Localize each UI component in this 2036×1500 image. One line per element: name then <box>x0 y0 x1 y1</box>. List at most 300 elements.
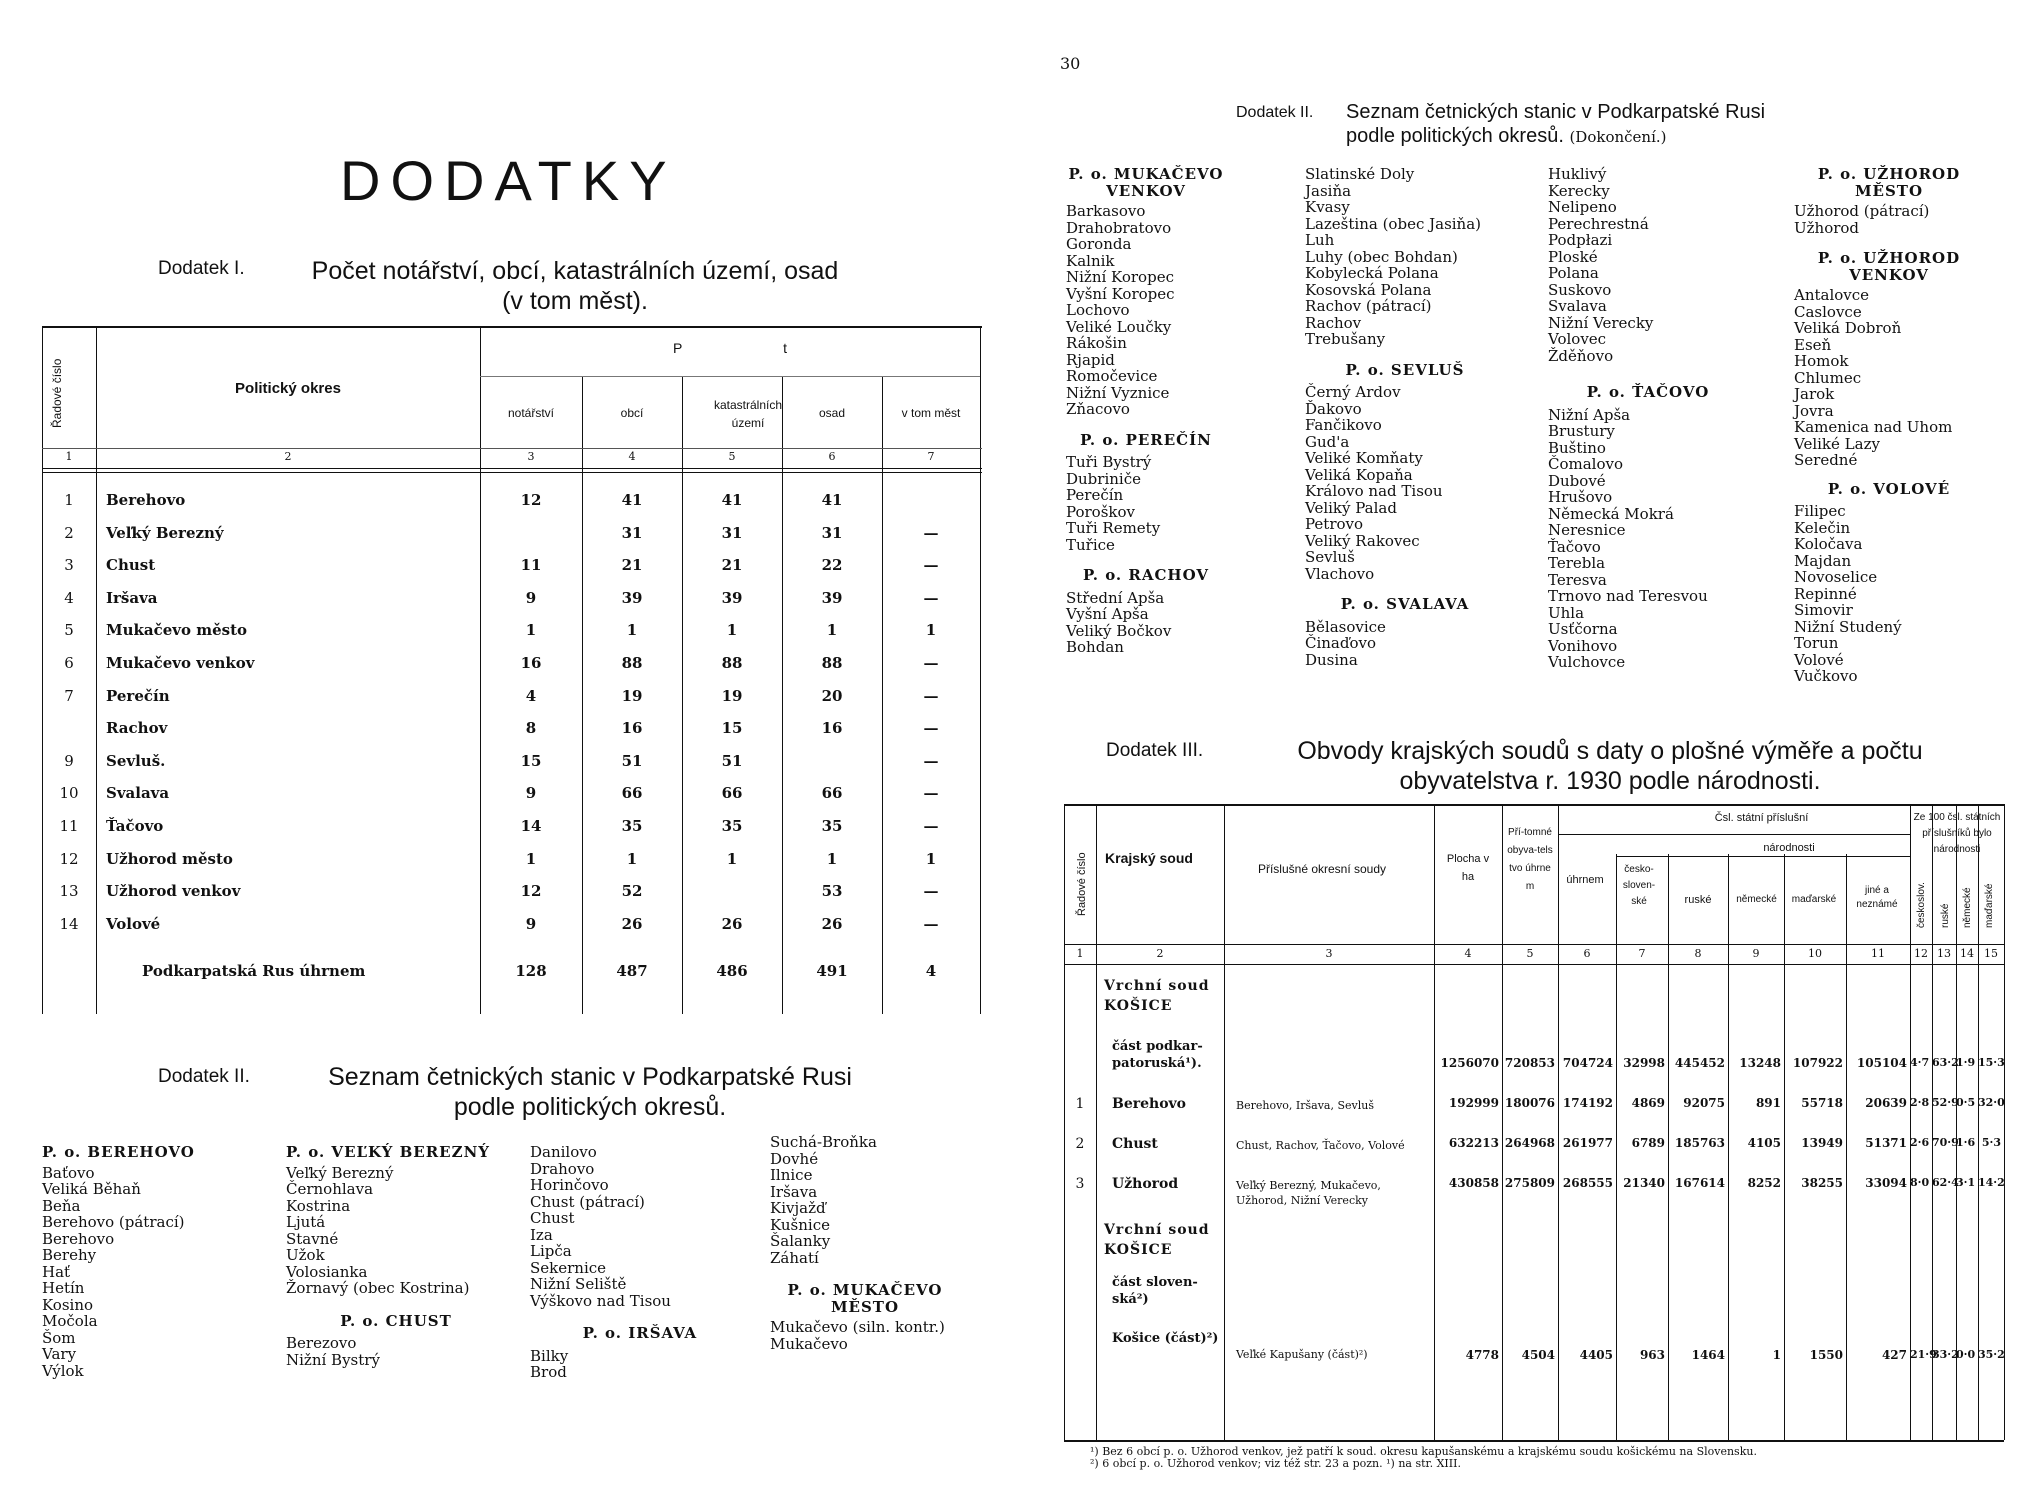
list-item: Královo nad Tisou <box>1305 482 1443 500</box>
value-cell: 445452 <box>1674 1056 1725 1070</box>
list-item: Trebušany <box>1305 330 1386 348</box>
d2-left-heading-line1: Seznam četnických stanic v Podkarpatské Rusi <box>328 1063 852 1091</box>
table-row <box>42 484 982 516</box>
cell-d: 31 <box>821 523 843 542</box>
list-item: Drahobratovo <box>1066 218 1172 237</box>
list-item: Repinné <box>1794 584 1857 603</box>
list-item: Goronda <box>1066 235 1132 253</box>
col-number: 8 <box>1694 947 1702 960</box>
cell-e: — <box>923 686 939 705</box>
cell-a: 4 <box>525 686 537 705</box>
list-chust-cont <box>530 1144 750 1381</box>
list-item: Caslovce <box>1794 302 1862 321</box>
colnum-2: 2 <box>284 450 292 463</box>
list-title: P. o. IRŠAVA <box>582 1324 698 1342</box>
list-item: Simovir <box>1794 601 1853 619</box>
cell-b: 52 <box>621 882 643 901</box>
list-item: Buštino <box>1548 438 1606 457</box>
list-item: Sevluš <box>1305 548 1355 566</box>
cell-d: 88 <box>821 654 843 672</box>
h-cesko: česko-sloven-ské <box>1622 864 1656 907</box>
list-title: P. o. VEĽKÝ BEREZNÝ <box>286 1143 490 1161</box>
table-notarstvi <box>42 326 982 1014</box>
cell-a: 1 <box>525 621 537 640</box>
col-number: 10 <box>1808 947 1822 960</box>
value-cell: 92075 <box>1683 1096 1725 1110</box>
d1-heading-line2: (v tom měst). <box>502 287 648 315</box>
cell-d: 66 <box>821 784 843 803</box>
list-item: Kobylecká Polana <box>1305 264 1439 282</box>
cell-b: 66 <box>621 784 643 803</box>
cell-a: 14 <box>520 817 542 835</box>
list-title: P. o. PEREČÍN <box>1080 430 1212 449</box>
cell-a: 16 <box>520 654 542 672</box>
list-item: Podpłazi <box>1548 231 1613 249</box>
cell-d: 41 <box>821 491 843 509</box>
row-okres: Mukačevo venkov <box>106 654 255 672</box>
list-item: Dovhé <box>770 1149 819 1168</box>
list-item: Perečín <box>1066 486 1124 504</box>
list-item: Nižní Vyznice <box>1066 383 1170 402</box>
row-number: 11 <box>59 817 79 835</box>
list-item: Šom <box>42 1328 76 1347</box>
list-title: P. o. BEREHOVO <box>42 1143 195 1161</box>
list-svalava-cont <box>1548 166 1768 671</box>
cell-e: — <box>923 556 939 575</box>
list-item: Iršava <box>770 1182 818 1201</box>
row-number: 13 <box>59 882 79 901</box>
d1-label: Dodatek I. <box>158 258 245 279</box>
d3-heading-line1: Obvody krajských soudů s daty o plošné výměře a počtu <box>1297 737 1923 765</box>
list-item: Terebla <box>1548 554 1606 572</box>
table-row <box>42 777 982 809</box>
h-plocha: Plocha v ha <box>1446 853 1490 883</box>
footnote-2: ²) 6 obcí p. o. Užhorod venkov; viz též str. 23 a pozn. ¹) na str. XIII. <box>1090 1457 1461 1470</box>
cell-b: 88 <box>621 654 643 672</box>
list-item: Veliké Loučky <box>1066 317 1172 336</box>
cell-b: 16 <box>621 719 643 738</box>
cell-e: — <box>923 588 939 607</box>
cell-a: 9 <box>525 588 537 607</box>
table-row <box>42 680 982 712</box>
total-d: 491 <box>816 962 848 980</box>
value-cell: 8252 <box>1747 1176 1781 1190</box>
row-soud: Chust <box>1112 1136 1158 1152</box>
row-number: 5 <box>64 621 74 640</box>
value-cell: 1·6 <box>1956 1136 1976 1149</box>
list-item: Jovra <box>1794 401 1834 420</box>
vs1: Vrchní soud KOŠICE <box>1104 978 1210 1014</box>
list-item: Jasiňa <box>1305 181 1352 200</box>
list-item: Tuři Bystrý <box>1066 453 1152 471</box>
list-item: Dubriniče <box>1066 469 1141 488</box>
table-row <box>42 549 982 581</box>
table-row <box>42 582 982 614</box>
cell-b: 19 <box>621 686 643 705</box>
list-title: P. o. ŤAČOVO <box>1586 383 1710 401</box>
list-item: Chlumec <box>1794 368 1862 387</box>
row-number: 2 <box>64 523 74 542</box>
list-item: Užhorod (pátrací) <box>1794 202 1930 220</box>
list-item: Veliké Komňaty <box>1305 449 1423 467</box>
h-p-ne: německé <box>1962 887 1973 928</box>
list-item: Iza <box>530 1225 553 1244</box>
value-cell: 38255 <box>1801 1176 1843 1190</box>
cell-e: — <box>923 914 939 933</box>
h-uhrnem: úhrnem <box>1566 874 1604 886</box>
list-berehovo <box>42 1144 242 1379</box>
cell-e: 1 <box>925 621 937 640</box>
list-item: Činaďovo <box>1305 634 1377 652</box>
col-number: 4 <box>1464 947 1472 960</box>
list-item: Uhla <box>1548 603 1585 622</box>
row-number: 12 <box>59 849 79 868</box>
cell-b: 35 <box>621 817 643 835</box>
cell-d: 16 <box>821 719 843 738</box>
cell-e: — <box>923 523 939 542</box>
list-item: Vulchovce <box>1548 653 1626 671</box>
value-cell: 8·0 <box>1910 1176 1930 1189</box>
cell-e: — <box>923 882 939 901</box>
list-item: Veliký Bočkov <box>1066 621 1172 640</box>
cell-d: 22 <box>821 556 843 575</box>
value-cell: 4504 <box>1521 1348 1555 1362</box>
value-cell: 33094 <box>1865 1176 1907 1190</box>
list-item: Petrovo <box>1305 515 1364 533</box>
value-cell: 62·4 <box>1932 1176 1959 1189</box>
col-osad: osad <box>818 406 846 420</box>
list-item: Užhorod <box>1794 218 1860 237</box>
list-item: Vlachovo <box>1305 564 1375 583</box>
h-csl: Čsl. státní příslušní <box>1714 812 1809 824</box>
d3-label: Dodatek III. <box>1106 740 1204 761</box>
value-cell: 107922 <box>1792 1056 1843 1070</box>
list-title: P. o. MUKAČEVO VENKOV <box>1068 165 1224 200</box>
list-title: P. o. CHUST <box>340 1311 452 1330</box>
table-row <box>42 647 982 679</box>
d2-cont: (Dokončení.) <box>1569 128 1667 146</box>
list-item: Močola <box>42 1312 98 1330</box>
list-item: Mukačevo (siln. kontr.) <box>770 1318 945 1336</box>
part1: část podkar-patoruská¹). <box>1112 1039 1203 1071</box>
table-row <box>42 810 982 842</box>
h-rad: Řadové číslo <box>1076 852 1088 916</box>
value-cell: 174192 <box>1562 1096 1613 1110</box>
list-item: Nižní Studený <box>1794 617 1902 636</box>
value-cell: 14·2 <box>1978 1176 2005 1189</box>
cell-c: 1 <box>726 621 738 640</box>
value-cell: 55718 <box>1801 1096 1843 1110</box>
value-cell: 33·2 <box>1932 1348 1959 1361</box>
h-okresni: Příslušné okresní soudy <box>1257 862 1387 876</box>
col-katastr: katastrálních území <box>713 398 783 430</box>
value-cell: 0·5 <box>1956 1096 1976 1109</box>
colnum-3: 3 <box>527 450 535 463</box>
list-item: Mukačevo <box>770 1334 848 1353</box>
cell-c: 41 <box>721 491 743 509</box>
cell-c: 1 <box>726 849 738 868</box>
value-cell: 35·2 <box>1978 1348 2005 1361</box>
cell-d: 35 <box>821 817 843 835</box>
list-item: Nelipeno <box>1548 198 1617 216</box>
d2-left-heading <box>280 1062 900 1122</box>
col-mest: v tom měst <box>901 406 961 420</box>
list-item: Vučkovo <box>1794 667 1858 685</box>
list-item: Veliká Dobroň <box>1794 319 1902 337</box>
list-item: Veliký Palad <box>1305 498 1397 517</box>
value-cell: 21340 <box>1623 1176 1665 1190</box>
value-cell: 13248 <box>1739 1056 1781 1070</box>
list-item: Nižní Seliště <box>530 1275 627 1293</box>
row-number: 9 <box>64 751 74 770</box>
list-item: Chust (pátrací) <box>530 1192 645 1211</box>
value-cell: 13949 <box>1801 1136 1843 1150</box>
h-p-ru: ruské <box>1940 903 1951 928</box>
value-cell: 4·7 <box>1910 1056 1930 1069</box>
row-okresni: Chust, Rachov, Ťačovo, Volové <box>1236 1139 1405 1152</box>
list-item: Německá Mokrá <box>1548 504 1674 523</box>
list-item: Brod <box>530 1363 567 1381</box>
col-number: 11 <box>1871 947 1885 960</box>
cell-c: 66 <box>721 784 743 803</box>
d2-left-heading-line2: podle politických okresů. <box>453 1093 727 1121</box>
kosice-okr: Veľké Kapušany (část)²) <box>1236 1348 1368 1361</box>
d3-heading <box>1240 736 1980 796</box>
value-cell: 32·0 <box>1978 1096 2005 1109</box>
cell-c: 39 <box>721 588 743 607</box>
row-okres: Užhorod venkov <box>106 882 241 901</box>
cell-b: 41 <box>621 491 643 509</box>
footnote-1: ¹) Bez 6 obcí p. o. Užhorod venkov, jež patří k soud. okresu kapušanskému a krajskému soudu košickému na Slovensku. <box>1090 1445 1757 1458</box>
list-item: Suchá-Broňka <box>770 1133 877 1151</box>
col-obci: obcí <box>620 406 644 420</box>
table-row <box>42 712 982 744</box>
list-item: Svalava <box>1548 297 1607 315</box>
list-item: Barkasovo <box>1066 202 1146 220</box>
value-cell: 167614 <box>1674 1176 1725 1190</box>
list-item: Seredné <box>1794 451 1858 469</box>
list-item: Hrušovo <box>1548 488 1613 506</box>
col-number: 6 <box>1583 947 1591 960</box>
list-item: Tuřice <box>1066 535 1115 554</box>
list-item: Kamenica nad Uhom <box>1794 418 1953 436</box>
list-item: Koločava <box>1794 535 1863 553</box>
row-soud: Berehovo <box>1112 1096 1187 1112</box>
row-number: 3 <box>64 556 74 575</box>
col-rad-header: Řadové číslo <box>50 358 64 428</box>
value-cell: 1 <box>1772 1348 1781 1362</box>
cell-b: 1 <box>626 621 638 640</box>
col-okres-header: Politický okres <box>235 380 341 397</box>
value-cell: 2·6 <box>1910 1136 1930 1149</box>
cell-a: 12 <box>520 882 542 901</box>
list-item: Berezovo <box>286 1334 357 1352</box>
h-ruske: ruské <box>1684 894 1712 906</box>
cell-b: 31 <box>621 523 643 542</box>
list-item: Kalnik <box>1066 251 1115 270</box>
col-number: 1 <box>1076 947 1084 960</box>
d3-heading-line2: obyvatelstva r. 1930 podle národnosti. <box>1399 767 1821 795</box>
cell-a: 15 <box>520 751 542 770</box>
total-b: 487 <box>616 962 648 980</box>
table-row <box>42 908 982 940</box>
list-title: P. o. UŽHOROD MĚSTO <box>1817 165 1961 200</box>
cell-c: 88 <box>721 654 743 672</box>
list-item: Drahovo <box>530 1159 595 1178</box>
value-cell: 105104 <box>1856 1056 1907 1070</box>
list-item: Veliká Kopaňa <box>1305 465 1413 484</box>
list-item: Žornavý (obec Kostrina) <box>286 1279 470 1297</box>
list-item: Homok <box>1794 352 1849 370</box>
list-item: Lochovo <box>1066 301 1130 319</box>
table-krajske-soudy <box>1064 804 2004 1444</box>
cell-a: 1 <box>525 849 537 868</box>
row-okres: Ťačovo <box>106 817 164 835</box>
d1-heading-line1: Počet notářství, obcí, katastrálních území, osad <box>311 257 839 285</box>
list-item: Luh <box>1305 231 1335 249</box>
cell-c: 35 <box>721 817 743 835</box>
cell-e: — <box>923 784 939 803</box>
table-row <box>42 875 982 907</box>
list-item: Ploské <box>1548 247 1598 266</box>
list-item: Nižní Bystrý <box>286 1350 380 1369</box>
cell-e: — <box>923 751 939 770</box>
list-item: Čomalovo <box>1548 455 1624 473</box>
list-item: Kosino <box>42 1295 94 1314</box>
list-item: Výlok <box>42 1361 84 1380</box>
list-item: Ilnice <box>770 1166 813 1184</box>
list-item: Lipča <box>530 1242 572 1260</box>
total-e: 4 <box>925 962 937 980</box>
list-item: Černý Ardov <box>1305 383 1401 401</box>
list-item: Veľký Berezný <box>286 1163 394 1182</box>
d2-left-label: Dodatek II. <box>158 1066 250 1087</box>
list-item: Tuři Remety <box>1066 519 1161 537</box>
list-item: Huklivý <box>1548 165 1607 183</box>
cell-d: 20 <box>821 686 843 705</box>
list-item: Záhatí <box>770 1248 819 1267</box>
list-item: Majdan <box>1794 551 1852 570</box>
row-soud: Užhorod <box>1112 1176 1179 1192</box>
col-number: 7 <box>1638 947 1646 960</box>
list-item: Rjapid <box>1066 350 1115 369</box>
list-item: Perechrestná <box>1548 214 1649 233</box>
list-item: Dusina <box>1305 650 1358 669</box>
list-item: Volové <box>1794 650 1844 669</box>
value-cell: 4869 <box>1631 1096 1665 1110</box>
cell-c: 31 <box>721 523 743 542</box>
h-ze100: Ze 100 čsl. státních příslušníků bylo národnosti <box>1913 812 2001 855</box>
cell-a: 12 <box>520 491 542 509</box>
list-item: Poroškov <box>1066 502 1136 521</box>
cell-d: 53 <box>821 882 843 901</box>
list-item: Veliké Lazy <box>1794 434 1880 453</box>
value-cell: 264968 <box>1504 1136 1555 1150</box>
row-okres: Volové <box>106 914 161 933</box>
total-a: 128 <box>515 962 547 980</box>
list-item: Kerecky <box>1548 181 1610 200</box>
list-item: Volosianka <box>286 1262 368 1281</box>
row-okres: Perečín <box>106 686 170 705</box>
h-madarske: maďarské <box>1791 894 1837 905</box>
list-item: Užok <box>286 1246 325 1264</box>
list-item: Vyšní Koropec <box>1066 284 1175 303</box>
list-item: Bohdan <box>1066 638 1124 656</box>
cell-d: 1 <box>826 849 838 868</box>
value-cell: 963 <box>1639 1348 1665 1362</box>
value-cell: 1464 <box>1691 1348 1725 1362</box>
list-item: Berehovo <box>42 1229 115 1248</box>
list-item: Ťačovo <box>1548 537 1601 556</box>
value-cell: 430858 <box>1448 1176 1499 1190</box>
list-item: Baťovo <box>42 1163 95 1182</box>
h-soud: Krajský soud <box>1105 850 1193 866</box>
group-header: P t <box>672 340 788 356</box>
list-item: Teresva <box>1548 570 1607 589</box>
cell-a: 8 <box>525 719 537 738</box>
list-item: Bilky <box>530 1346 569 1365</box>
value-cell: 632213 <box>1448 1136 1499 1150</box>
list-item: Neresnice <box>1548 521 1626 539</box>
list-item: Dubové <box>1548 471 1606 490</box>
colnum-4: 4 <box>628 450 636 463</box>
cell-c: 51 <box>721 751 743 770</box>
h-p-cs: českoslov. <box>1916 882 1927 928</box>
list-item: Kelečin <box>1794 518 1851 537</box>
list-item: Kosovská Polana <box>1305 280 1432 299</box>
value-cell: 51371 <box>1865 1136 1907 1150</box>
list-item: Černohlava <box>286 1180 374 1198</box>
value-cell: 4405 <box>1579 1348 1613 1362</box>
col-number: 15 <box>1984 947 1998 960</box>
list-item: Vyšní Apša <box>1066 605 1149 623</box>
h-jine: jiné a neznámé <box>1856 885 1898 910</box>
value-cell: 261977 <box>1562 1136 1613 1150</box>
list-item: Lazeština (obec Jasiňa) <box>1305 214 1482 233</box>
value-cell: 1·9 <box>1956 1056 1976 1069</box>
row-number: 6 <box>64 654 74 672</box>
list-item: Kušnice <box>770 1215 830 1234</box>
row-number: 2 <box>1075 1136 1085 1152</box>
row-okresni: Veľký Berezný, Mukačevo, Užhorod, Nižní Verecky <box>1236 1179 1381 1207</box>
cell-a: 9 <box>525 914 537 933</box>
value-cell: 268555 <box>1562 1176 1613 1190</box>
cell-c: 19 <box>721 686 743 705</box>
list-item: Rákošin <box>1066 334 1127 352</box>
row-number: 10 <box>59 784 79 803</box>
cell-b: 21 <box>621 556 643 575</box>
list-item: Kvasy <box>1305 198 1350 216</box>
list-item: Jarok <box>1794 385 1835 403</box>
list-item: Suskovo <box>1548 280 1612 299</box>
cell-c: 21 <box>721 556 743 575</box>
list-uzhorod <box>1794 166 1994 685</box>
footnotes <box>1090 1446 1757 1470</box>
cell-e: — <box>923 654 939 672</box>
list-item: Střední Apša <box>1066 588 1165 607</box>
value-cell: 52·9 <box>1932 1096 1959 1109</box>
list-item: Polana <box>1548 264 1599 282</box>
list-item: Žděňovo <box>1548 346 1614 365</box>
row-okres: Mukačevo město <box>106 621 248 640</box>
list-item: Torun <box>1794 634 1839 652</box>
d1-heading <box>260 256 890 316</box>
list-item: Usťčorna <box>1548 620 1618 638</box>
list-item: Filipec <box>1794 502 1846 520</box>
list-item: Hetín <box>42 1279 85 1297</box>
list-item: Bělasovice <box>1305 617 1386 636</box>
h-nemecke: německé <box>1736 894 1777 905</box>
